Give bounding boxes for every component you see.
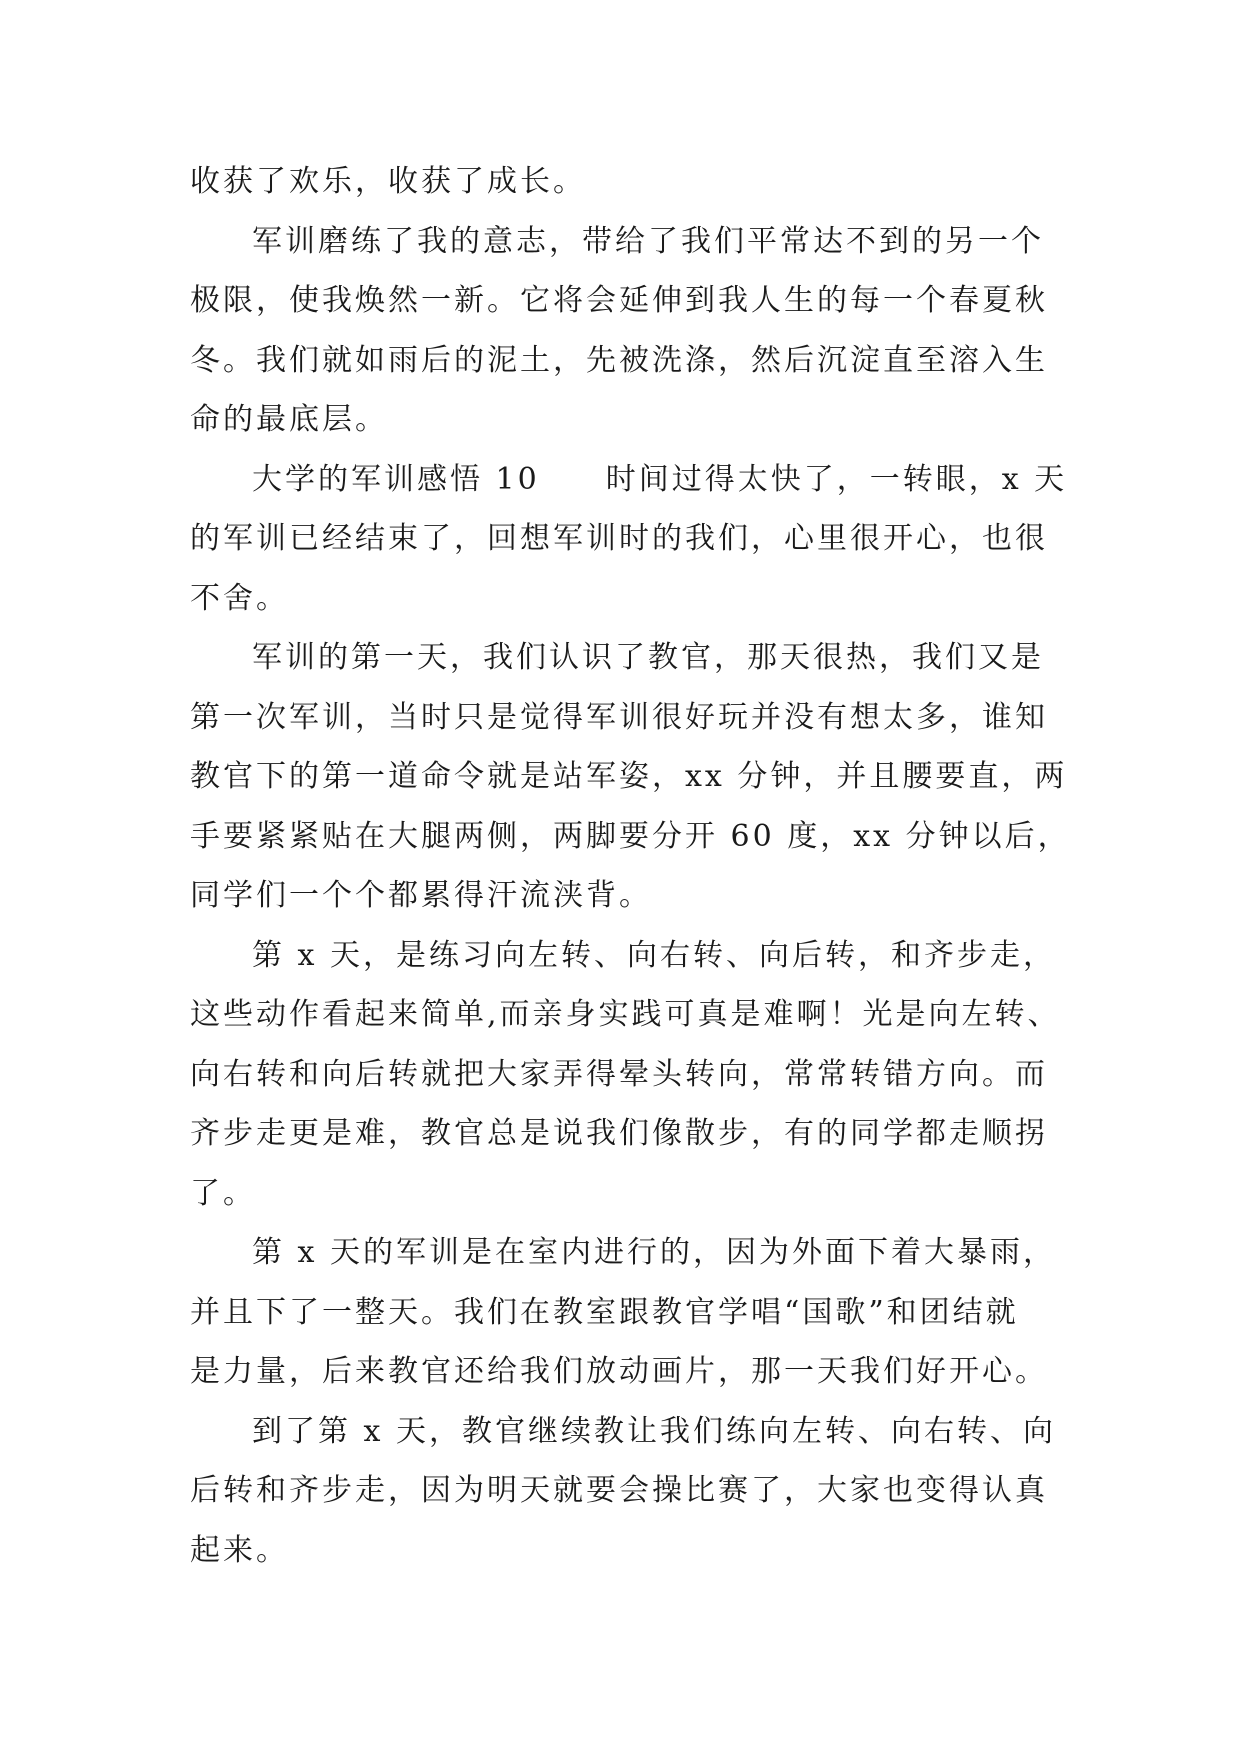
text-line: 收获了欢乐，收获了成长。 [190,164,586,199]
text-line: 极限，使我焕然一新。它将会延伸到我人生的每一个春夏秋 [190,283,1048,318]
text-line: 了。 [190,1175,256,1211]
text-line: 第一次军训，当时只是觉得军训很好玩并没有想太多，谁知 [190,699,1048,735]
text-line: 大学的军训感悟 10 时间过得太快了，一转眼，x 天 [252,461,1068,497]
text-line: 齐步走更是难，教官总是说我们像散步，有的同学都走顺拐 [190,1116,1048,1151]
text-line: 的军训已经结束了，回想军训时的我们，心里很开心，也很 [190,521,1048,556]
text-line: 向右转和向后转就把大家弄得晕头转向，常常转错方向。而 [190,1056,1048,1092]
text-line: 不舍。 [190,580,289,616]
text-line: 军训磨练了我的意志，带给了我们平常达不到的另一个 [252,223,1044,259]
text-line: 起来。 [190,1532,289,1568]
text-line: 手要紧紧贴在大腿两侧，两脚要分开 60 度，xx 分钟以后， [190,818,1071,854]
text-line: 命的最底层。 [190,402,388,437]
text-line: 到了第 x 天，教官继续教让我们练向左转、向右转、向 [252,1413,1056,1449]
text-line: 第 x 天的军训是在室内进行的，因为外面下着大暴雨， [252,1235,1056,1270]
text-line: 同学们一个个都累得汗流浃背。 [190,878,652,913]
text-line: 军训的第一天，我们认识了教官，那天很热，我们又是 [252,640,1044,675]
text-line: 并且下了一整天。我们在教室跟教官学唱“国歌”和团结就 [190,1294,1019,1330]
text-line: 冬。我们就如雨后的泥土，先被洗涤，然后沉淀直至溶入生 [190,342,1048,378]
body-text [190,152,1071,1580]
text-line: 教官下的第一道命令就是站军姿，xx 分钟，并且腰要直，两 [190,759,1068,794]
text-line: 后转和齐步走，因为明天就要会操比赛了，大家也变得认真 [190,1473,1048,1508]
text-line: 第 x 天，是练习向左转、向右转、向后转，和齐步走， [252,937,1056,973]
text-line: 是力量，后来教官还给我们放动画片，那一天我们好开心。 [190,1354,1048,1389]
text-line: 这些动作看起来简单,而亲身实践可真是难啊！光是向左转、 [190,997,1061,1032]
